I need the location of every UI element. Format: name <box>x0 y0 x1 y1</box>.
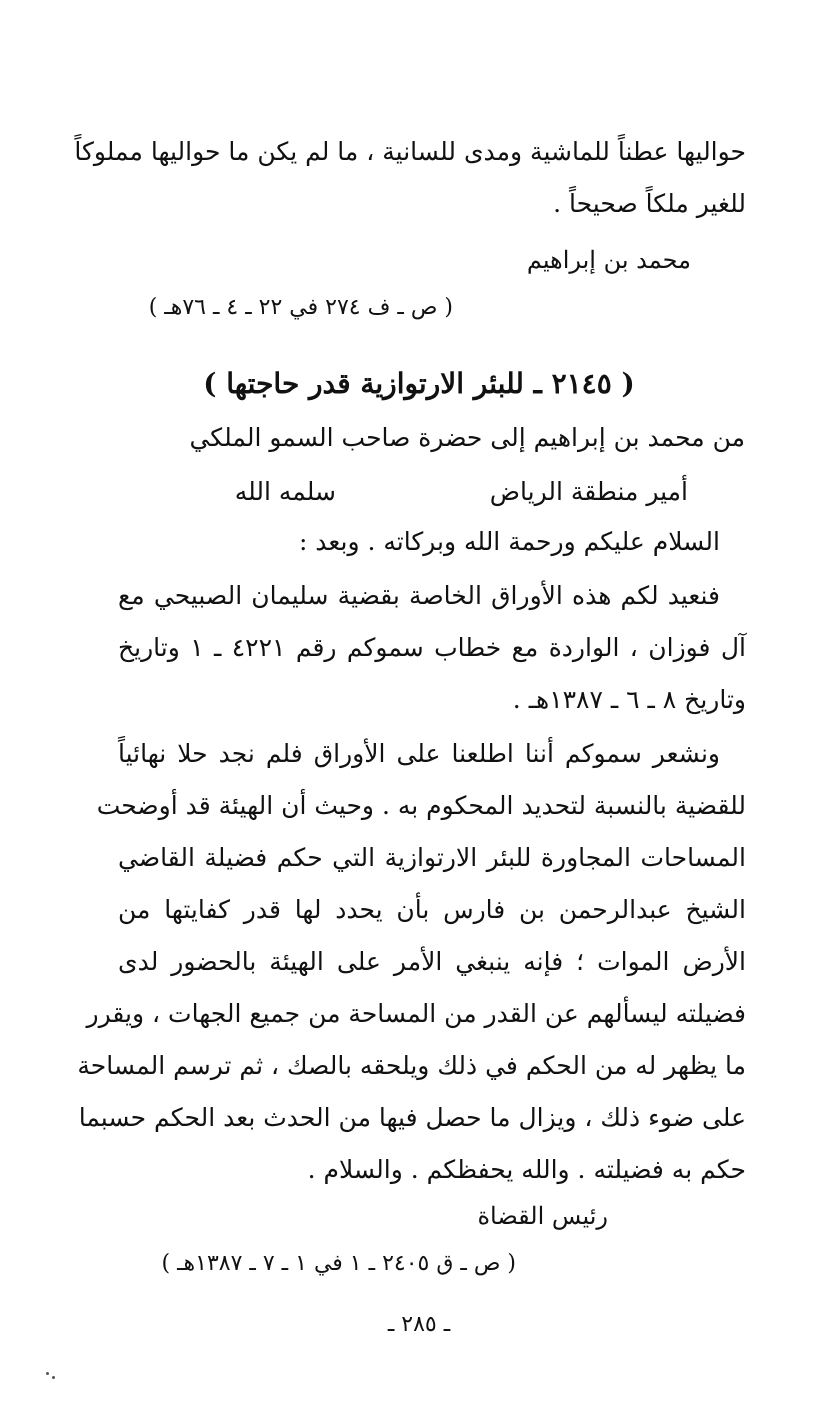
letter-from-line: من محمد بن إبراهيم إلى حضرة صاحب السمو الملكي <box>189 423 745 452</box>
paragraph2-line-3: المساحات المجاورة للبئر الارتوازية التي حكم فضيلة القاضي <box>118 843 746 872</box>
scan-speck <box>52 1376 55 1379</box>
greeting-line: السلام عليكم ورحمة الله وبركاته . وبعد : <box>298 527 720 556</box>
intro-line-1: حواليها عطناً للماشية ومدى للسانية ، ما لم يكن ما حواليها مملوكاً <box>74 137 746 166</box>
paragraph2-line-1: ونشعر سموكم أننا اطلعنا على الأوراق فلم نجد حلا نهائياً <box>118 739 720 768</box>
scan-speck <box>46 1372 49 1375</box>
recipient-title: أمير منطقة الرياض <box>489 477 688 506</box>
paragraph1-line-3: وتاريخ ٨ ـ ٦ ـ ١٣٨٧هـ . <box>512 685 746 714</box>
first-signature-name: محمد بن إبراهيم <box>526 246 691 274</box>
first-signature-reference: ( ص ـ ف ٢٧٤ في ٢٢ ـ ٤ ـ ٧٦هـ ) <box>148 295 453 320</box>
paragraph2-line-6: فضيلته ليسألهم عن القدر من المساحة من جميع الجهات ، ويقرر <box>86 999 746 1028</box>
recipient-blessing: سلمه الله <box>234 477 336 506</box>
paragraph2-line-5: الأرض الموات ؛ فإنه ينبغي الأمر على الهيئة بالحضور لدى <box>118 947 746 976</box>
page-number: ـ ٢٨٥ ـ <box>387 1312 451 1337</box>
paragraph2-line-9: حكم به فضيلته . والله يحفظكم . والسلام . <box>307 1155 746 1184</box>
closing-reference: ( ص ـ ق ٢٤٠٥ ـ ١ في ١ ـ ٧ ـ ١٣٨٧هـ ) <box>161 1251 516 1276</box>
intro-line-2: للغير ملكاً صحيحاً . <box>553 189 746 218</box>
paragraph2-line-8: على ضوء ذلك ، ويزال ما حصل فيها من الحدث بعد الحكم حسبما <box>78 1103 746 1132</box>
paragraph1-line-1: فنعيد لكم هذه الأوراق الخاصة بقضية سليمان الصبيحي مع <box>118 581 720 610</box>
paragraph2-line-4: الشيخ عبدالرحمن بن فارس بأن يحدد لها قدر كفايتها من <box>118 895 746 924</box>
closing-title: رئيس القضاة <box>477 1202 608 1230</box>
section-heading: ( ٢١٤٥ ـ للبئر الارتوازية قدر حاجتها ) <box>203 367 635 400</box>
paragraph2-line-7: ما يظهر له من الحكم في ذلك ويلحقه بالصك ، ثم ترسم المساحة <box>77 1051 746 1080</box>
paragraph2-line-2: للقضية بالنسبة لتحديد المحكوم به . وحيث أن الهيئة قد أوضحت <box>96 791 746 820</box>
paragraph1-line-2: آل فوزان ، الواردة مع خطاب سموكم رقم ٤٢٢١ ـ ١ وتاريخ <box>118 633 746 662</box>
